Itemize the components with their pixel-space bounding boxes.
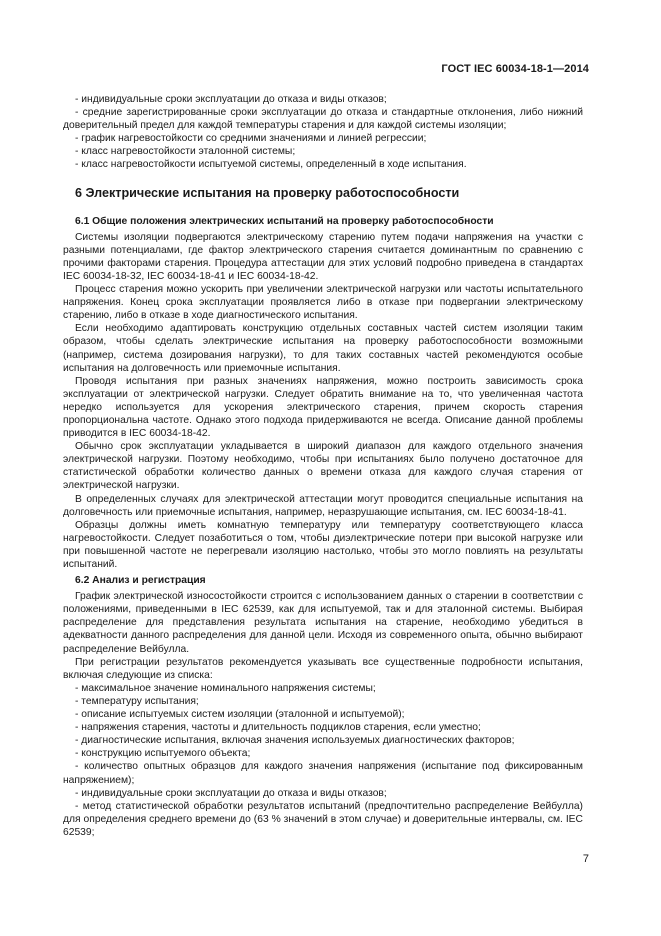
paragraph: Образцы должны иметь комнатную температуру или температуру соответствующего класса нагревостойкости. Следует позаботиться о том, чтобы диэлектрические потери при высокой нагрузке или при повышенной частоте не перегревали изоляцию настолько, чтобы это могло повлиять на результаты испытаний.: [63, 519, 583, 570]
paragraph: График электрической износостойкости строится с использованием данных о старении в соответствии с положениями, приведенными в IEC 62539, как для испытуемой, так и для эталонной системы. Выбирая распределение для представления результата испытания на старение, необходимо убедиться в адекватности данного распределения для данной цели. Исходя из современного опыта, обычно выбирают распределение Вейбулла.: [63, 591, 583, 655]
section-6-heading: 6 Электрические испытания на проверку работоспособности: [75, 185, 460, 200]
section-6-1-heading: 6.1 Общие положения электрических испытаний на проверку работоспособности: [75, 215, 494, 227]
list-item: - напряжения старения, частоты и длительность подциклов старения, если уместно;: [75, 722, 481, 734]
list-item: - диагностические испытания, включая значения используемых диагностических факторов;: [75, 735, 515, 747]
list-item: - описание испытуемых систем изоляции (эталонной и испытуемой);: [75, 709, 405, 721]
list-item: - класс нагревостойкости эталонной системы;: [75, 146, 296, 158]
list-item: - максимальное значение номинального напряжения системы;: [75, 682, 376, 694]
list-item: - график нагревостойкости со средними значениями и линией регрессии;: [75, 133, 427, 145]
list-item: - метод статистической обработки результатов испытаний (предпочтительно распределение Вейбулла) для определения среднего времени до (63 % значений в этом случае) и доверительные интервалы, см. IEC 62539;: [63, 800, 583, 838]
paragraph: Если необходимо адаптировать конструкцию отдельных составных частей систем изоляции таким образом, чтобы сделать электрические испытания на проверку работоспособности возможными (например, система дозирования нагрузки), то для таких составных частей рекомендуются особые испытания на долговечность или приемочные испытания.: [63, 323, 583, 374]
list-item: - класс нагревостойкости испытуемой системы, определенный в ходе испытания.: [75, 159, 467, 171]
list-item: - конструкцию испытуемого объекта;: [75, 748, 251, 760]
list-item: - индивидуальные сроки эксплуатации до отказа и виды отказов;: [75, 787, 387, 799]
paragraph: Процесс старения можно ускорить при увеличении электрической нагрузки или частоты испытательного напряжения. Конец срока эксплуатации проявляется либо в отказе при подвергании электрическому старению, либо в отказе в ходе диагностического испытания.: [63, 284, 583, 322]
paragraph: Проводя испытания при разных значениях напряжения, можно построить зависимость срока эксплуатации от электрической нагрузки. Следует обратить внимание на то, что увеличенная частота нередко используется для ускорения электрического старения, причем скорость старения пропорциональна частоте. Однако этого подхода придерживаются не всегда. Описание данной проблемы приводится в IEC 60034-18-42.: [63, 375, 583, 440]
list-item: - температуру испытания;: [75, 695, 199, 707]
paragraph: Системы изоляции подвергаются электрическому старению путем подачи напряжения на участки с разными потенциалами, где фактор электрического старения считается доминантным по сравнению с прочими факторами старения. Процедура аттестации для этих условий подробно приведена в стандартах IEC 60034-18-32, IEC 60034-18-41 и IEC 60034-18-42.: [63, 231, 583, 282]
document-code-header: ГОСТ IEC 60034-18-1—2014: [441, 63, 589, 75]
list-item: - индивидуальные сроки эксплуатации до отказа и виды отказов;: [75, 94, 387, 105]
paragraph: Обычно срок эксплуатации укладывается в широкий диапазон для каждого отдельного значения электрической нагрузки. Поэтому необходимо, чтобы при испытаниях было получено достаточное для статистической обработки количество данных о времени отказа для каждого случая старения от электрической нагрузки.: [63, 441, 583, 492]
paragraph: При регистрации результатов рекомендуется указывать все существенные подробности испытания, включая следующие из списка:: [63, 656, 583, 681]
list-item: - количество опытных образцов для каждого значения напряжения (испытание под фиксированным напряжением);: [63, 761, 583, 786]
section-6-2-heading: 6.2 Анализ и регистрация: [75, 575, 206, 587]
list-item: - средние зарегистрированные сроки эксплуатации до отказа и стандартные отклонения, либо нижний доверительный предел для каждой температуры старения и для каждой системы изоляции;: [63, 107, 583, 132]
paragraph: В определенных случаях для электрической аттестации могут проводится специальные испытания на долговечность или приемочные испытания, например, неразрушающие испытания, см. IEC 60034-18-41.: [63, 493, 583, 518]
page-number: 7: [582, 853, 589, 865]
page-body: [63, 93, 583, 839]
